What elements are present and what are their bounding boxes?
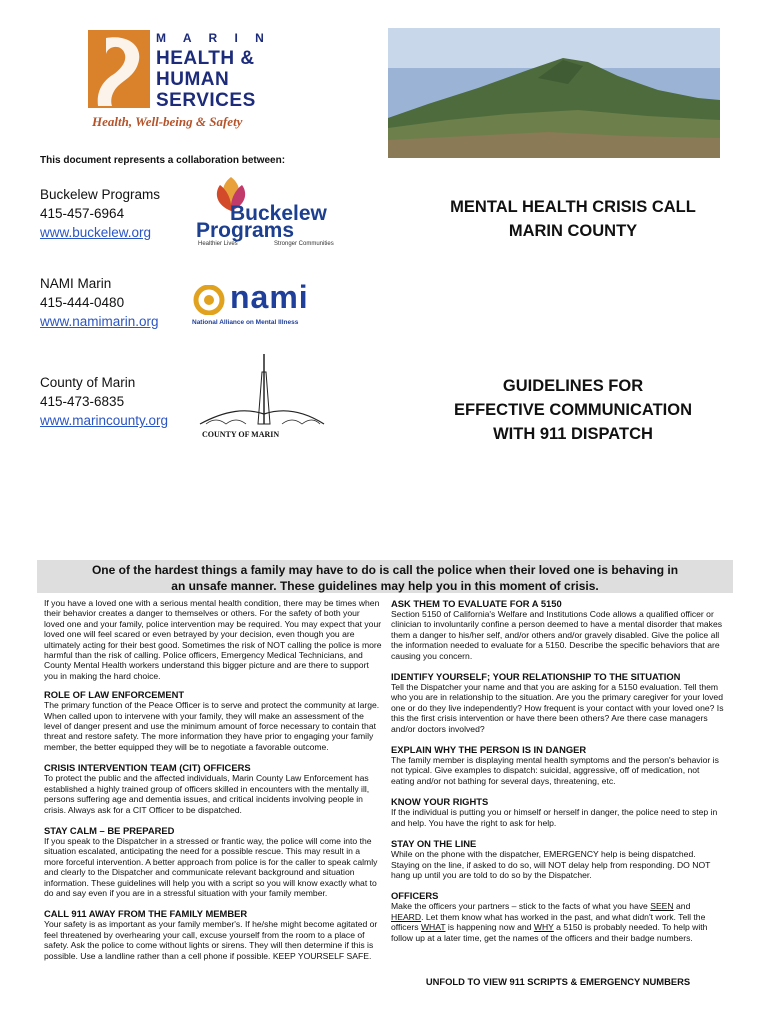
org-nami <box>40 274 159 331</box>
section-body: While on the phone with the dispatcher, EMERGENCY help is being dispatched. Staying on the line, if asked to do so, will NOT delay help from responding. DO NOT hang up until you are told to do so by the Dispatcher. <box>391 849 711 880</box>
org-phone: 415-444-0480 <box>40 295 125 310</box>
nami-word: nami <box>230 279 309 315</box>
banner-line2: an unsafe manner. These guidelines may help you in this moment of crisis. <box>171 579 599 593</box>
org-phone: 415-457-6964 <box>40 206 125 221</box>
org-website-link[interactable]: www.namimarin.org <box>40 314 159 329</box>
marin-hhs-logo-text <box>156 32 271 111</box>
logo-line2: HUMAN <box>156 69 230 90</box>
nami-logo <box>192 279 332 330</box>
mountain-landscape-image <box>388 28 720 158</box>
logo-line1: HEALTH & <box>156 48 255 69</box>
logo-tagline: Health, Well-being & Safety <box>92 114 243 129</box>
county-of-marin-logo <box>196 352 326 444</box>
section-body <box>391 901 725 943</box>
banner-line1: One of the hardest things a family may have to do is call the police when their loved one is behaving in <box>91 563 679 577</box>
unfold-instruction: UNFOLD TO VIEW 911 SCRIPTS & EMERGENCY NUMBERS <box>425 976 691 987</box>
section-body: If the individual is putting you or himself or herself in danger, the police need to step in and help. You have the right to ask for help. <box>391 807 718 828</box>
title-line1: MENTAL HEALTH CRISIS CALL <box>450 198 696 216</box>
section-heading: CRISIS INTERVENTION TEAM (CIT) OFFICERS <box>44 762 251 774</box>
emphasis-heard: HEARD <box>391 911 422 922</box>
county-logo-text: COUNTY OF MARIN <box>202 430 280 439</box>
title-crisis-call <box>418 195 728 243</box>
intro-paragraph: If you have a loved one with a serious mental health condition, there may be times when their behavior creates a danger to themselves or others. For the safety of both your loved one and your family, police intervention may be required. You may expect that your loved one will feel scared or even betrayed by your decision, even though you are ultimately acting for their best good. Sometimes the risk of NOT calling the police is more harmful than the risk of calling. Police officers, Emergency Medical Technicians, and County Mental Health workers understand this bigger picture and are there to support you in making the hard choice. <box>44 598 382 681</box>
section-body: To protect the public and the affected individuals, Marin County Law Enforcement has established a highly trained group of officers skilled in encounters with the mentally ill, persons suffering age and dementia issues, and critical incidents involving people in crisis. Always ask for a CIT Officer to be dispatched. <box>44 773 370 815</box>
section-heading: IDENTIFY YOURSELF; YOUR RELATIONSHIP TO THE SITUATION <box>391 671 681 683</box>
section-heading: STAY ON THE LINE <box>391 838 477 850</box>
org-buckelew <box>40 185 160 242</box>
marin-hhs-logo-mark <box>88 30 150 108</box>
title-line2: MARIN COUNTY <box>508 222 638 240</box>
section-body: The primary function of the Peace Officer is to serve and protect the community at large. When called upon to intervene with your family, they will make an assessment of the level of danger present and use the minimum amount of force necessary to contain that threat and restore safety. The more information they have prior to engaging your family member, the better equipped they will be to negotiate a favorable outcome. <box>44 700 380 752</box>
title-guidelines <box>418 374 728 446</box>
section-heading: KNOW YOUR RIGHTS <box>391 796 489 808</box>
text-run: is happening now and <box>445 922 534 933</box>
buckelew-tag1: Healthier Lives <box>198 241 238 247</box>
section-heading: CALL 911 AWAY FROM THE FAMILY MEMBER <box>44 908 248 920</box>
section-heading: ROLE OF LAW ENFORCEMENT <box>44 689 185 701</box>
intro-banner <box>37 560 733 593</box>
section-body: Section 5150 of California's Welfare and Institutions Code allows a qualified officer or clinician to involuntarily confine a person deemed to have a mental disorder that makes them a danger to his/her self, and/or others and/or gravely disabled. Give the police all the information needed to evaluate for a 5150. Describe the specific behaviors that are causing you concern. <box>391 609 723 661</box>
text-run: . Let them know what has worked in the past, and what didn't work. Tell the officers <box>391 911 706 933</box>
title-line2: EFFECTIVE COMMUNICATION <box>453 401 693 419</box>
org-name: Buckelew Programs <box>40 187 161 202</box>
text-run: Make the officers your partners – stick to the facts of what you have <box>391 901 651 912</box>
buckelew-word1: Buckelew <box>230 202 327 225</box>
buckelew-logo <box>196 175 346 247</box>
buckelew-tag2: Stronger Communities <box>274 241 334 247</box>
section-body: Your safety is as important as your family member's. If he/she might become agitated or feel threatened by overhearing your call, excuse yourself from the room to a place of safety. Ask the police to come without lights or sirens. They will then determine if this is possible. Use a landline rather than a cell phone if possible. KEEP YOURSELF SAFE. <box>44 919 378 961</box>
section-heading: EXPLAIN WHY THE PERSON IS IN DANGER <box>391 744 587 756</box>
text-run: a 5150 is probably needed. To help with follow up at a later time, get the names of the officers and their badge numbers. <box>391 922 708 943</box>
emphasis-why: WHY <box>533 922 554 933</box>
text-run: and <box>673 901 691 912</box>
org-website-link[interactable]: www.marincounty.org <box>40 413 169 428</box>
section-heading: STAY CALM – BE PREPARED <box>44 824 175 836</box>
nami-swirl-icon <box>192 285 226 315</box>
org-county <box>40 373 168 430</box>
emphasis-seen: SEEN <box>650 901 674 912</box>
org-name: NAMI Marin <box>40 276 112 291</box>
org-phone: 415-473-6835 <box>40 394 125 409</box>
title-line3: WITH 911 DISPATCH <box>493 425 653 443</box>
nami-tag: National Alliance on Mental Illness <box>192 319 299 326</box>
org-website-link[interactable]: www.buckelew.org <box>40 225 152 240</box>
section-heading: OFFICERS <box>391 890 439 902</box>
title-line1: GUIDELINES FOR <box>502 377 644 395</box>
civic-center-icon <box>196 352 326 430</box>
emphasis-what: WHAT <box>420 922 446 933</box>
logo-line3: SERVICES <box>156 90 256 111</box>
org-name: County of Marin <box>40 375 136 390</box>
section-body: If you speak to the Dispatcher in a stressed or frantic way, the police will come into the situation escalated, anticipating the need for a possible rescue. This may result in a more forceful intervention. A better approach from police is for the caller to speak calmly and clearly to the Dispatcher and communicate relevant background and situation information. These guidelines will help you with a script so you will know exactly what to do and say even if you are in a stressful situation with your family member. <box>44 835 378 898</box>
section-heading: ASK THEM TO EVALUATE FOR A 5150 <box>391 598 562 609</box>
buckelew-word2: Programs <box>196 219 295 242</box>
section-body: Tell the Dispatcher your name and that you are asking for a 5150 evaluation. Tell them who you are in relationship to the situation. Are you the primary caregiver for your loved one or do they live independently? How frequent is your contact with your loved one? Is this the first crisis intervention or have there been others? Are there case managers and/or doctors involved? <box>391 682 724 734</box>
logo-marin: M A R I N <box>156 31 271 45</box>
collaboration-text: This document represents a collaboration between: <box>40 155 286 166</box>
section-body: The family member is displaying mental health symptoms and the person's behavior is not typical. Give examples to dispatch: suicidal, aggressive, off of medication, not eating and/or not bathing for several days, threatening, etc. <box>391 755 719 786</box>
right-column <box>391 598 725 943</box>
left-column <box>44 598 382 961</box>
